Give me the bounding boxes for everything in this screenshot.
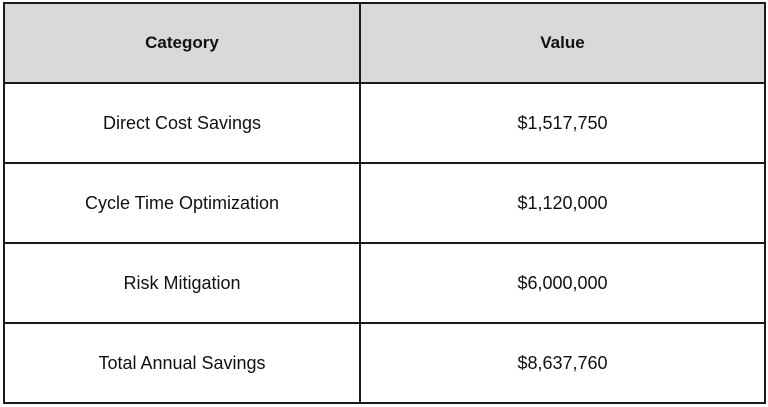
cell-value: $1,517,750	[360, 83, 765, 163]
table-header-row	[4, 3, 765, 83]
cell-category: Total Annual Savings	[4, 323, 360, 403]
header-category: Category	[4, 3, 360, 83]
savings-table	[3, 2, 766, 404]
cell-category: Risk Mitigation	[4, 243, 360, 323]
cell-value: $1,120,000	[360, 163, 765, 243]
table-row	[4, 243, 765, 323]
cell-category: Direct Cost Savings	[4, 83, 360, 163]
cell-value: $6,000,000	[360, 243, 765, 323]
table-row	[4, 163, 765, 243]
table-row	[4, 323, 765, 403]
cell-category: Cycle Time Optimization	[4, 163, 360, 243]
cell-value: $8,637,760	[360, 323, 765, 403]
header-value: Value	[360, 3, 765, 83]
table-row	[4, 83, 765, 163]
